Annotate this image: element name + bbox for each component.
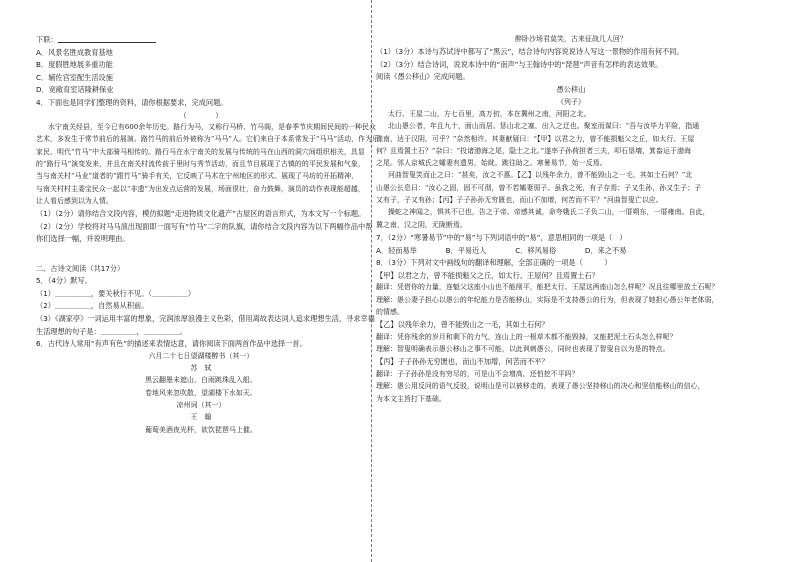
option-c: C．辅佐宫室配生活设施 (36, 72, 113, 82)
question-4-1: （1）（2分）请你结合文段内容，模仿拟题“走进物质文化遗产”古屋区的语言形式，为本文写一个标题。 (36, 209, 366, 219)
article-author: 《列子》 (557, 97, 585, 106)
question-6-2: （2）（3分）结合诗词，说说本诗中的“南声”与王翰诗中的“琵琶”声音有怎样的表达效果。 (376, 59, 663, 69)
article-line: 太行、王屋二山，方七百里，高万仞，本在冀州之南，河阳之北。 (388, 109, 591, 118)
article-line: 河曲智叟笑而止之曰：“甚矣，汝之不惠。【乙】以残年余力，曾不能毁山之一毛，其如土石何？”北 (388, 171, 693, 180)
understanding-bing: 理解：愚公用反问的语气反驳，说明山是可以被移走的，表现了愚公坚持移山的决心和坚信能移山的信心， (376, 382, 705, 391)
translation-yi: 翻译：凭你残余的岁月和剩下的力气，连山上的一根草木都不能毁掉，又能把泥土石头怎么样呢？ (376, 332, 677, 341)
question-5-3: （3）《湖家亭》一词运用丰富的想象，完润浓厚浪漫主义色彩，借用离故表达词人追求理想生活，寻求幸福 (36, 314, 375, 323)
understanding-bing-cont: 为本文主旨打下基础。 (376, 394, 446, 403)
passage-line: 的“路行马”演变发来，并且在南关村流传前于里时与秀节活动，而且节目展现了古镇的的平民发展和气象， (36, 160, 365, 169)
poem-1-line: 黑云翻墨未遮山，白雨跳珠乱入船。 (145, 376, 257, 385)
passage-line: 艺术，多发生于常节前后的展演。路竹马的前后外被称为“马马”人。它们来自于本系常发于“马马”活动，作为乐 (36, 135, 380, 144)
question-6-1: （1）（3分）本诗与苏试诗中都写了“黑云”，结合诗句内容说说诗人写这一景物的作用有何不同。 (376, 47, 684, 57)
option-a: A．风景名胜成教育基地 (36, 47, 113, 57)
question-5-3-cont[interactable]: 生活理想的句子是：＿＿＿＿＿，＿＿＿＿＿。 (36, 326, 187, 336)
article-title: 愚公移山 (556, 85, 586, 95)
section-2-heading: 二、古诗文阅读（共17分） (36, 263, 125, 273)
article-line: 北山愚公者，年且九十，面山而居。惩山北之塞，出入之迂也。聚室而谋曰：“吾与汝毕力平险，指通 (388, 122, 700, 131)
poem-2-author: 王 翰 (190, 413, 212, 422)
sentence-jia: 【甲】以君之力，曾不能损魁父之丘，如太行、王屋何？且焉置土石？ (376, 270, 599, 280)
passage-line: 当与南关村“马业”道者的“跟竹马”骑手有关，它反映了马术在宁州地区的形式、展现了马坊的开拓精神、 (36, 172, 359, 181)
question-7: 7．（2分）“寒暑易节”中的“易”与下列词语中的“易”，意思相同的一项是（ ） (376, 232, 627, 242)
poem-2-title: 凉州词（其一） (176, 400, 226, 409)
article-line: 之尾。邻人京城氏之孀妻有遗男，始龀，跳往助之。寒暑易节，始一反焉。 (376, 159, 607, 168)
sentence-bing: 【丙】子子孙孙无穷匮也，而山不加增，何苦而不平？ (376, 357, 549, 367)
passage-line: 水宁南关经县，至今已有600余年历史。路行为马，又称行马桥、竹马阁，是春季节庆期间民间的一种民众 (48, 123, 377, 132)
passage-line: 与南关村村主委宝民众一起以“非遗”为出发点运营的发展，场面很壮，奋力鼓舞，演员的动作表现能超越， (36, 184, 365, 193)
couplet-line (36, 36, 366, 43)
translation-jia: 翻译：凭借你的力量，连魁父这座小山也不能削平，能把太行、王屋这两座山怎么样呢？况且往哪里放土石呢？ (376, 283, 719, 292)
reading-intro: 阅读《愚公移山》完成问题。 (376, 72, 470, 82)
question-5-2[interactable]: （2）＿＿＿＿＿，自然易从积前。 (36, 301, 149, 311)
question-7-options[interactable]: A．轻而易举 B．平易近人 C．移风易俗 D．来之不易 (376, 245, 627, 255)
poem-1-author: 苏 轼 (190, 364, 212, 373)
understanding-jia: 理解：愚公妻子担心以愚公的年纪能力是否能移山，实际是不支持愚公的行为，但表现了她担心愚公年老体弱， (376, 295, 719, 304)
question-4-2: （2）（2分）学校将对马马演出现面即一面写有“竹马”二字的队旗，请你结合文段内容为以下两幅作品中帮 (36, 221, 373, 231)
couplet-label: 下联： (36, 35, 58, 44)
passage-line: 让人看后感到以为人情。 (36, 196, 113, 205)
question-4: 4．下面也是同学们整理的资料，请你根据要求，完成问题。 (36, 97, 228, 107)
passage-line: 家民、明代“竹马”中大部骑马相传的。路行马在水宁南关的发展与传统的马在山西的洞穴间组织相关，具显 (36, 147, 365, 156)
answer-blank[interactable] (58, 36, 156, 43)
question-6: 6．古代诗人常用“有声有色”的描述来表情达意，请你阅读下面两首作品中选择一首。 (36, 339, 307, 349)
poem-2-line: 醉卧沙场君莫笑，古来征战几人回？ (515, 35, 627, 43)
question-4-2-cont: 你们选择一幅，并说明理由。 (36, 234, 130, 244)
article-line: 豫南，达于汉阴，可乎？”杂然相许。其妻献疑曰：“【甲】以君之力，曾不能损魁父之丘，如太行、王屋 (376, 134, 695, 143)
option-d: D．宽敞育室话隆耕保业 (36, 85, 114, 95)
poem-2-line: 葡萄美酒夜光杯，欲饮琵琶马上催。 (145, 425, 257, 434)
article-line: 何？且焉置土石？”杂曰：“投诸渤海之尾，隐土之北。”遂率子孙荷担者三夫，叩石垦壤，箕畚运于渤海 (376, 146, 692, 155)
question-5-1[interactable]: （1）＿＿＿＿＿，要关秋行不见。（＿＿＿＿＿） (36, 288, 196, 298)
option-b: B．度假胜地展多重功能 (36, 60, 113, 70)
question-4-paren: （ ） (179, 110, 223, 120)
article-line: 冀之南，汉之阴，无陇断焉。 (376, 220, 467, 229)
question-8: 8．（3分）下列对文中画线句的翻译和理解，全部正确的一项是（ ） (376, 258, 612, 268)
understanding-yi: 理解：智叟明确表示愚公移山之事不可能，以此讽刺愚公，同时也表现了智叟自以为是的特点。 (376, 345, 670, 354)
article-line: 操蛇之神闻之，惧其不已也，告之于帝。帝感其诚，命夸娥氏二子负二山，一厝朔东，一厝雍南。自此， (388, 208, 710, 217)
question-5: 5．（4分）默写。 (36, 276, 92, 286)
article-line: 又有子，子又有孙；【丙】子子孙孙无穷匮也，而山不加增，何苦而不平？”河曲智叟亡以应。 (376, 196, 663, 205)
right-column (376, 36, 766, 408)
sentence-yi: 【乙】以残年余力，曾不能毁山之一毛，其如土石何？ (376, 320, 549, 330)
article-line: 山愚公长息曰：“汝心之固，固不可彻，曾不若孀妻弱子。虽我之死，有子存焉；子又生孙，孙又生子；子 (376, 183, 702, 192)
column-divider (371, 0, 372, 562)
poem-1-line: 卷地风来忽吹散，望湖楼下水如天。 (145, 388, 257, 397)
translation-bing: 翻译：子子孙孙是没有穷尽的，可是山不会增高，还怕挖不平吗？ (376, 369, 579, 378)
left-column (36, 35, 380, 439)
understanding-jia-cont: 的情感。 (376, 307, 404, 316)
poem-1-title: 六月二十七日望湖楼醉书（其一） (148, 351, 254, 360)
